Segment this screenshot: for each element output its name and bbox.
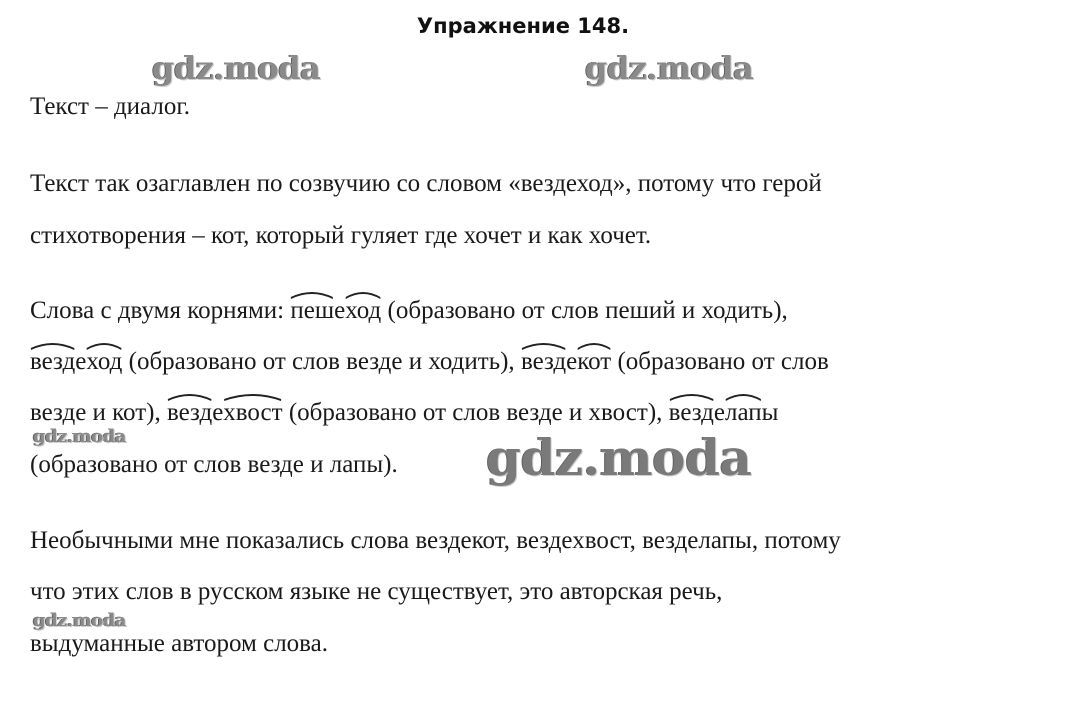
- root-arc-word: [345, 298, 381, 323]
- paragraph-title-explanation-line-2: стихотворения – кот, который гуляет где хочет и как хочет.: [30, 222, 652, 249]
- word-root: хвост: [223, 399, 283, 426]
- root-arc-word: [167, 400, 212, 425]
- compound-words-line-2: [30, 349, 829, 374]
- unusual-words-line-2: что этих слов в русском языке не существует, это авторская речь,: [30, 578, 723, 605]
- word-root: везд: [166, 399, 213, 426]
- word-origin: (образовано от слов везде и хвост),: [282, 399, 669, 426]
- unusual-words-line-1: Необычными мне показались слова вездекот, вездехвост, везделапы, потому: [30, 527, 841, 554]
- paragraph-text-type: Текст – диалог.: [30, 93, 191, 120]
- word-origin: (образовано от слов везде и ходить),: [122, 348, 521, 375]
- connecting-vowel: е: [75, 348, 87, 375]
- compound-words-line-1: [30, 298, 788, 323]
- watermark-small-bottom: gdz.moda: [33, 610, 126, 631]
- connecting-vowel: е: [334, 297, 346, 324]
- watermark-small-middle: gdz.moda: [33, 426, 126, 447]
- word-ending: ы: [761, 399, 779, 426]
- connecting-vowel: е: [713, 399, 725, 426]
- word-root: везд: [520, 348, 567, 375]
- watermark-top-left: gdz.moda: [152, 49, 321, 87]
- word-origin: везде и кот),: [30, 399, 167, 426]
- word-root: везд: [30, 348, 76, 375]
- unusual-words-line-3: выдуманные автором слова.: [30, 630, 328, 657]
- compound-words-intro: Слова с двумя корнями:: [30, 297, 291, 324]
- word-origin: (образовано от слов: [611, 348, 829, 375]
- watermark-top-right: gdz.moda: [585, 49, 754, 87]
- compound-words-line-3: [30, 400, 778, 425]
- word-root: кот: [577, 348, 612, 375]
- word-root: пеш: [290, 297, 335, 324]
- root-arc-word: [86, 349, 122, 374]
- compound-words-line-4: (образовано от слов везде и лапы).: [30, 451, 398, 478]
- watermark-large-center: gdz.moda: [486, 428, 752, 487]
- root-arc-word: [290, 298, 334, 323]
- word-root: ход: [345, 297, 382, 324]
- word-root: ход: [86, 348, 123, 375]
- word-root: везд: [668, 399, 714, 426]
- root-arc-word: [577, 349, 611, 374]
- exercise-title: Упражнение 148.: [416, 14, 630, 38]
- root-arc-word: [223, 400, 282, 425]
- word-root: лап: [724, 399, 762, 426]
- word-origin: (образовано от слов пеший и ходить),: [381, 297, 788, 324]
- root-arc-word: [669, 400, 714, 425]
- root-arc-word: [30, 349, 75, 374]
- root-arc-word: [725, 400, 762, 425]
- connecting-vowel: е: [566, 348, 578, 375]
- paragraph-title-explanation-line-1: Текст так озаглавлен по созвучию со словом «вездеход», потому что герой: [30, 170, 822, 197]
- root-arc-word: [521, 349, 566, 374]
- connecting-vowel: е: [212, 399, 224, 426]
